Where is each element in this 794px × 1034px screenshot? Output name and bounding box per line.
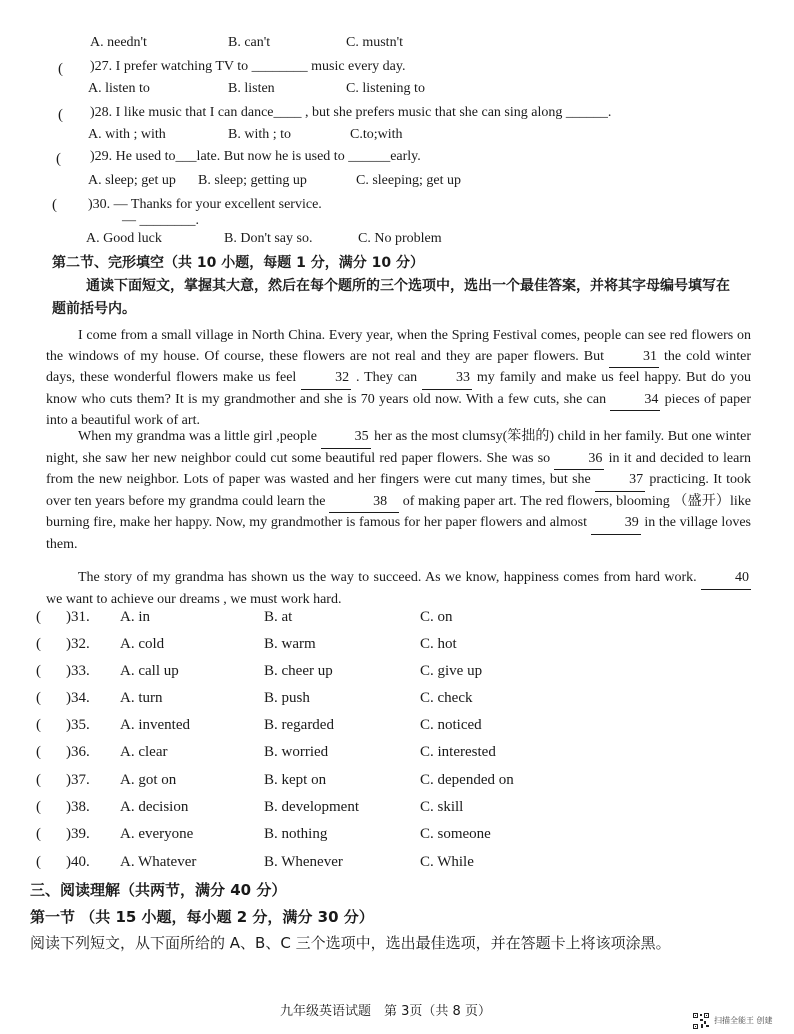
reading-instruction: 阅读下列短文，从下面所给的 A、B、C 三个选项中，选出最佳选项，并在答题卡上将该项涂黑。: [30, 934, 671, 952]
q30-stem: )30. — Thanks for your excellent service.: [88, 197, 322, 212]
option-b: B. cheer up: [264, 663, 333, 679]
option-a: A. in: [120, 609, 150, 625]
blank-32: 32: [301, 368, 351, 390]
option-c: C. skill: [420, 799, 464, 815]
blank-38: 38: [329, 492, 399, 514]
cloze-option-row-40: [0, 854, 794, 878]
option-b: B. warm: [264, 636, 316, 652]
option-c: C. someone: [420, 826, 491, 842]
q29-option-b: B. sleep; getting up: [198, 173, 307, 188]
q26-option-c: C. mustn't: [346, 35, 403, 50]
q27-answer-paren: (: [58, 61, 63, 77]
question-number: )35.: [66, 717, 90, 733]
option-c: C. depended on: [420, 772, 514, 788]
option-a: A. decision: [120, 799, 189, 815]
cloze-paragraph-3: The story of my grandma has shown us the way to succeed. As we know, happiness comes from hard work. 40 we want to achieve our dreams , we must work hard.: [46, 570, 749, 607]
option-a: A. invented: [120, 717, 190, 733]
option-b: B. worried: [264, 744, 329, 760]
option-a: A. Whatever: [120, 854, 197, 870]
option-b: B. Whenever: [264, 854, 343, 870]
cloze-paragraph-1: I come from a small village in North China. Every year, when the Spring Festival comes, people can see red flowers on the windows of my house. Of course, these flowers are not real and they are paper flowers. But 31 the cold winter days, these wonderful flowers make us feel 32 . They can 33 my family and make us feel happy. But do you know who cuts them? It is my grandmother and she is 70 years old now. With a few cuts, she can 34 pieces of paper into a beautiful work of art.: [46, 328, 751, 429]
reading-section-header: 三、阅读理解（共两节，满分 40 分）: [30, 881, 287, 899]
option-b: B. kept on: [264, 772, 327, 788]
q30-stem-reply: — ________.: [122, 213, 199, 228]
q29-option-c: C. sleeping; get up: [356, 173, 461, 188]
cloze-option-row-39: [0, 826, 794, 850]
option-b: B. development: [264, 799, 359, 815]
q30-answer-paren: (: [52, 197, 57, 213]
answer-paren: (: [36, 826, 41, 842]
cloze-option-row-33: [0, 663, 794, 687]
cloze-option-row-31: [0, 609, 794, 633]
option-c: C. check: [420, 690, 473, 706]
option-c: C. While: [420, 854, 474, 870]
cloze-option-row-32: [0, 636, 794, 660]
answer-paren: (: [36, 854, 41, 870]
option-c: C. noticed: [420, 717, 482, 733]
scan-app-label: 扫描全能王 创建: [714, 1016, 773, 1025]
q28-option-a: A. with ; with: [88, 127, 166, 142]
option-b: B. nothing: [264, 826, 328, 842]
option-a: A. everyone: [120, 826, 194, 842]
q27-stem: )27. I prefer watching TV to ________ music every day.: [90, 59, 406, 74]
blank-39: 39: [591, 513, 641, 535]
answer-paren: (: [36, 690, 41, 706]
q28-option-b: B. with ; to: [228, 127, 292, 142]
q28-answer-paren: (: [58, 107, 63, 123]
blank-34: 34: [610, 390, 660, 412]
answer-paren: (: [36, 744, 41, 760]
blank-35: 35: [321, 427, 371, 449]
option-a: A. got on: [120, 772, 177, 788]
question-number: )33.: [66, 663, 90, 679]
q27-option-c: C. listening to: [346, 81, 425, 96]
cloze-option-row-34: [0, 690, 794, 714]
option-b: B. push: [264, 690, 310, 706]
q28-option-c: C.to;with: [350, 127, 403, 142]
question-number: )40.: [66, 854, 90, 870]
q30-option-b: B. Don't say so.: [224, 231, 313, 246]
answer-paren: (: [36, 772, 41, 788]
question-number: )39.: [66, 826, 90, 842]
option-c: C. hot: [420, 636, 457, 652]
blank-31: 31: [609, 347, 659, 369]
cloze-option-row-38: [0, 799, 794, 823]
cloze-instruction: 通读下面短文，掌握其大意，然后在每个题所的三个选项中，选出一个最佳答案，并将其字母编号填写在题前括号内。: [52, 278, 730, 317]
cloze-section-header: 第二节、完形填空（共 10 小题，每题 1 分，满分 10 分）: [52, 255, 424, 271]
q29-answer-paren: (: [56, 151, 61, 167]
q28-stem: )28. I like music that I can dance____ , but she prefers music that she can sing along ______.: [90, 105, 612, 120]
q26-option-a: A. needn't: [90, 35, 147, 50]
cloze-option-row-37: [0, 772, 794, 796]
q30-option-a: A. Good luck: [86, 231, 162, 246]
question-number: )31.: [66, 609, 90, 625]
option-a: A. call up: [120, 663, 179, 679]
question-number: )37.: [66, 772, 90, 788]
question-number: )32.: [66, 636, 90, 652]
answer-paren: (: [36, 636, 41, 652]
cloze-option-row-36: [0, 744, 794, 768]
option-c: C. interested: [420, 744, 496, 760]
option-b: B. at: [264, 609, 293, 625]
q29-stem: )29. He used to___late. But now he is used to ______early.: [90, 149, 421, 164]
option-b: B. regarded: [264, 717, 334, 733]
q26-option-b: B. can't: [228, 35, 271, 50]
option-c: C. give up: [420, 663, 483, 679]
question-number: )38.: [66, 799, 90, 815]
reading-sub-header: 第一节 （共 15 小题，每小题 2 分，满分 30 分）: [30, 908, 374, 926]
q29-option-a: A. sleep; get up: [88, 173, 176, 188]
option-a: A. turn: [120, 690, 163, 706]
question-number: )34.: [66, 690, 90, 706]
qr-code-icon: [692, 1012, 710, 1030]
blank-40: 40: [701, 568, 751, 590]
page-footer: 九年级英语试题 第 3页（共 8 页）: [280, 1004, 491, 1019]
answer-paren: (: [36, 663, 41, 679]
q30-option-c: C. No problem: [358, 231, 442, 246]
option-c: C. on: [420, 609, 453, 625]
option-a: A. clear: [120, 744, 168, 760]
q27-option-a: A. listen to: [88, 81, 150, 96]
blank-33: 33: [422, 368, 472, 390]
question-number: )36.: [66, 744, 90, 760]
answer-paren: (: [36, 799, 41, 815]
q27-option-b: B. listen: [228, 81, 275, 96]
option-a: A. cold: [120, 636, 165, 652]
blank-36: 36: [554, 449, 604, 471]
answer-paren: (: [36, 609, 41, 625]
cloze-option-row-35: [0, 717, 794, 741]
blank-37: 37: [595, 470, 645, 492]
answer-paren: (: [36, 717, 41, 733]
cloze-paragraph-2: When my grandma was a little girl ,people 35 her as the most clumsy(笨拙的) child in her family. But one winter night, she saw her new neighbor could cut some beautiful red paper flowers. She was so 36 in it and decided to learn from the new neighbor. Lots of paper was wasted and her fingers were cut many times, but she 37 practicing. It took over ten years before my grandma could learn the 38 of making paper art. The red flowers, blooming （盛开）like burning fire, make her happy. Now, my grandmother is famous for her paper flowers and almost 39 in the village loves them.: [46, 429, 751, 552]
